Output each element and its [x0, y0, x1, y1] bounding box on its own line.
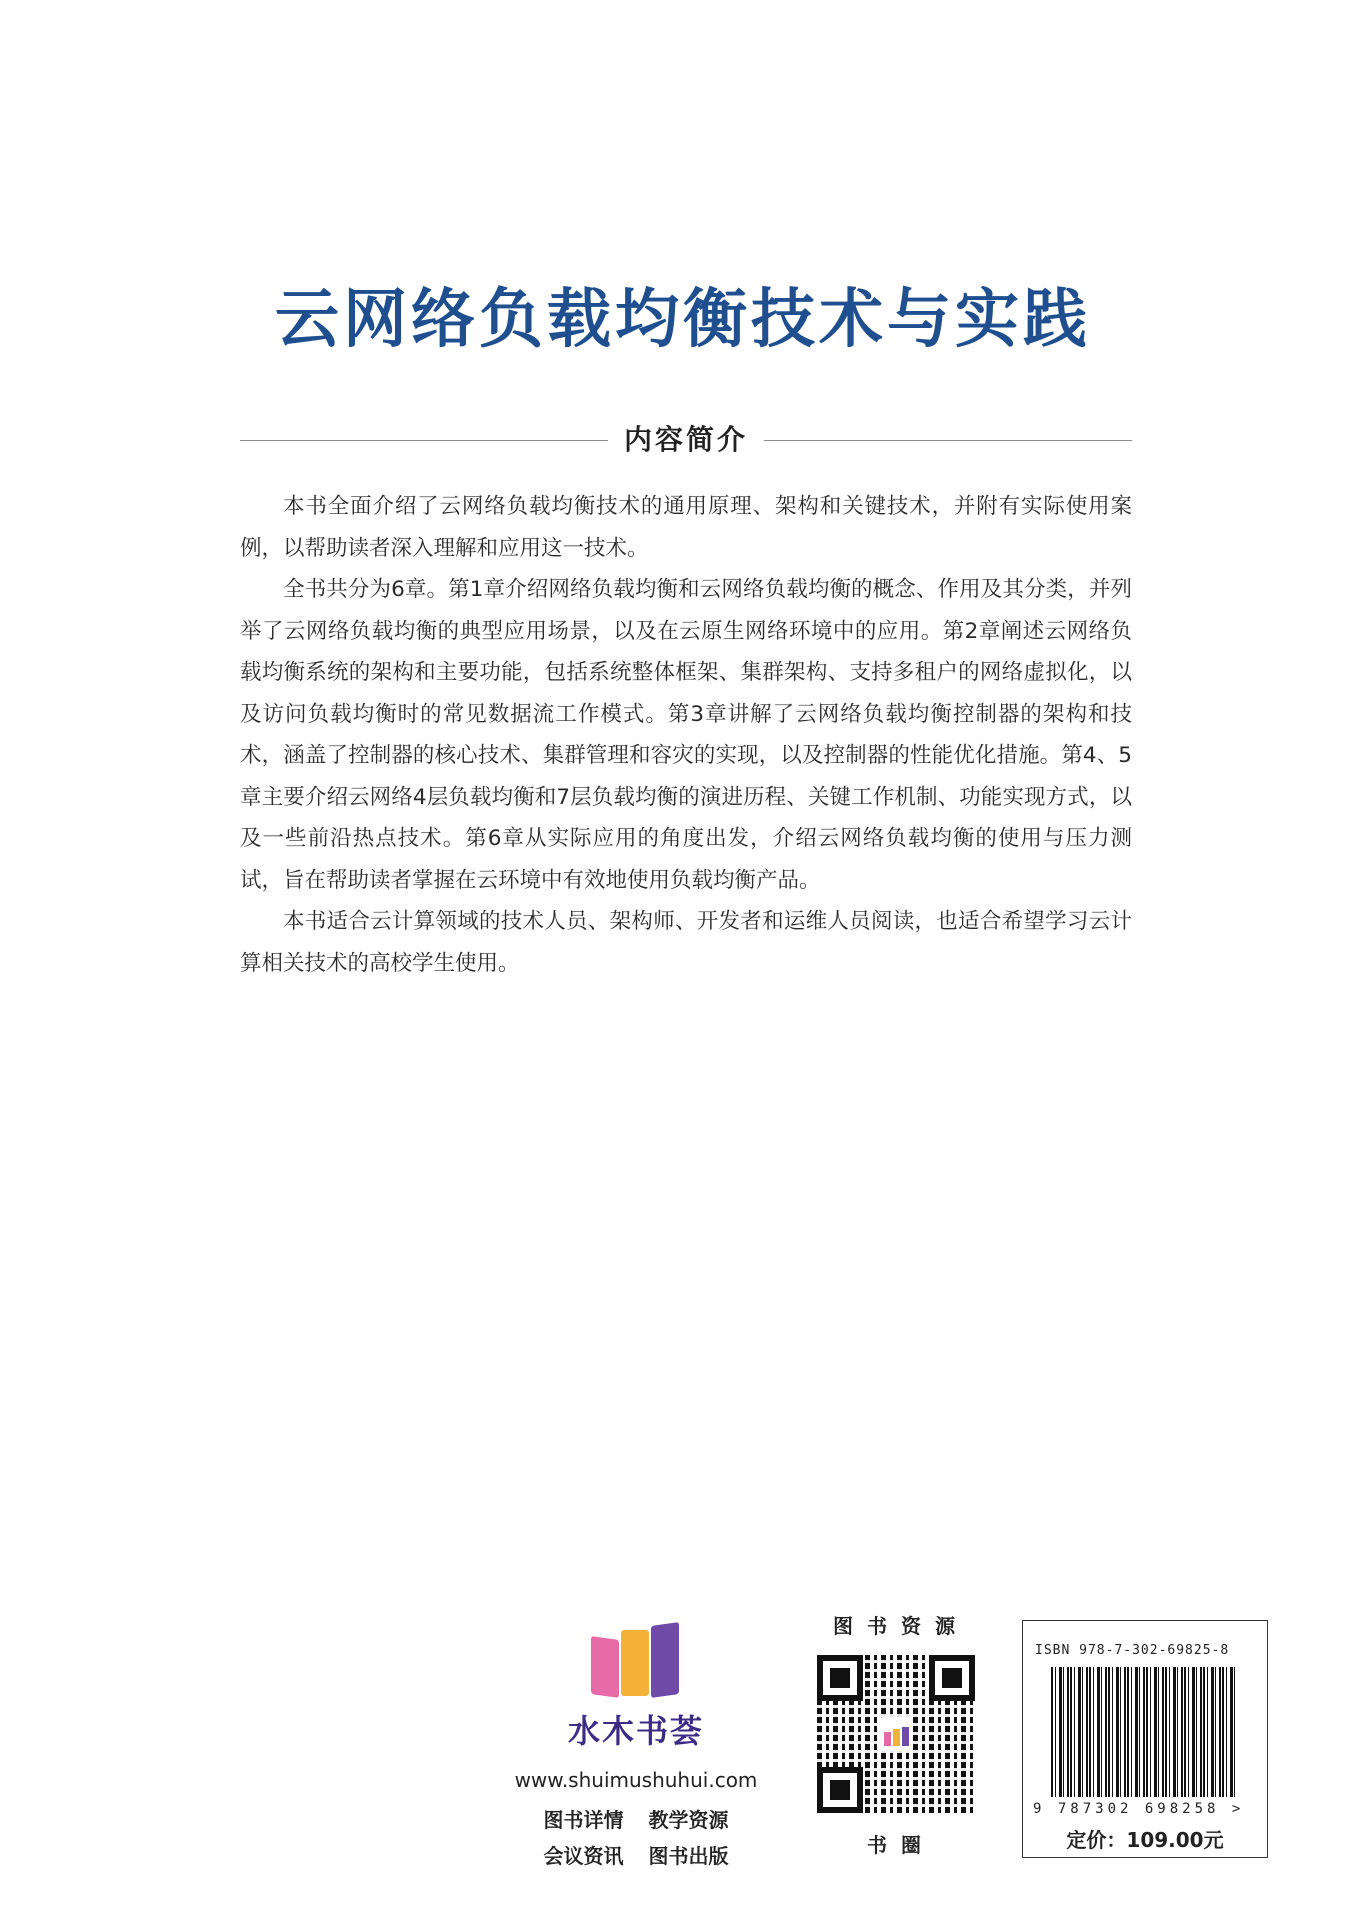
link-book-publishing: 图书出版 — [648, 1844, 729, 1868]
intro-paragraph: 全书共分为6章。第1章介绍网络负载均衡和云网络负载均衡的概念、作用及其分类，并列举了云网络负载均衡的典型应用场景，以及在云原生网络环境中的应用。第2章阐述云网络负载均衡系统的架构和主要功能，包括系统整体框架、集群架构、支持多租户的网络虚拟化，以及访问负载均衡时的常见数据流工作模式。第3章讲解了云网络负载均衡控制器的架构和技术，涵盖了控制器的核心技术、集群管理和容灾的实现，以及控制器的性能优化措施。第4、5章主要介绍云网络4层负载均衡和7层负载均衡的演进历程、关键工作机制、功能实现方式，以及一些前沿热点技术。第6章从实际应用的角度出发，介绍云网络负载均衡的使用与压力测试，旨在帮助读者掌握在云环境中有效地使用负载均衡产品。 — [240, 577, 1132, 893]
intro-heading-bar — [240, 418, 1132, 458]
logo-panel-pink — [591, 1636, 619, 1698]
isbn-barcode-box — [1022, 1620, 1268, 1858]
qr-code-icon — [817, 1655, 975, 1813]
qr-logo-bar — [902, 1727, 909, 1746]
barcode-digits: 9 787302 698258 > — [1033, 1801, 1245, 1817]
qr-bottom-label: 书圈 — [867, 1833, 935, 1857]
qr-finder — [817, 1767, 863, 1813]
qr-finder — [929, 1655, 975, 1701]
isbn-number: ISBN 978-7-302-69825-8 — [1035, 1643, 1230, 1658]
link-teaching-resources: 教学资源 — [648, 1808, 729, 1832]
qr-center-logo-icon — [879, 1717, 913, 1751]
logo-panel-orange — [621, 1630, 649, 1696]
qr-logo-bar — [884, 1732, 891, 1746]
logo-panel-purple — [651, 1622, 679, 1698]
price-label: 定价：109.00元 — [1066, 1828, 1224, 1852]
qr-logo-bar — [893, 1729, 900, 1746]
publisher-links — [508, 1802, 764, 1874]
publisher-logo-icon — [591, 1620, 681, 1696]
book-title: 云网络负载均衡技术与实践 — [275, 282, 1091, 357]
link-conference-news: 会议资讯 — [543, 1844, 624, 1868]
link-book-details: 图书详情 — [543, 1808, 624, 1832]
intro-paragraph: 本书全面介绍了云网络负载均衡技术的通用原理、架构和关键技术，并附有实际使用案例，以帮助读者深入理解和应用这一技术。 — [240, 494, 1132, 561]
qr-finder — [817, 1655, 863, 1701]
barcode-icon — [1051, 1667, 1237, 1797]
divider-right — [764, 440, 1132, 441]
publisher-logo-text: 水木书荟 — [567, 1712, 704, 1750]
qr-top-label: 图书资源 — [833, 1614, 969, 1638]
qr-block — [812, 1610, 980, 1858]
publisher-website: www.shuimushuhui.com — [514, 1768, 758, 1792]
publisher-block — [508, 1620, 764, 1874]
intro-paragraph: 本书适合云计算领域的技术人员、架构师、开发者和运维人员阅读，也适合希望学习云计算相关技术的高校学生使用。 — [240, 909, 1132, 976]
intro-body — [240, 486, 1132, 984]
intro-heading: 内容简介 — [623, 423, 748, 456]
